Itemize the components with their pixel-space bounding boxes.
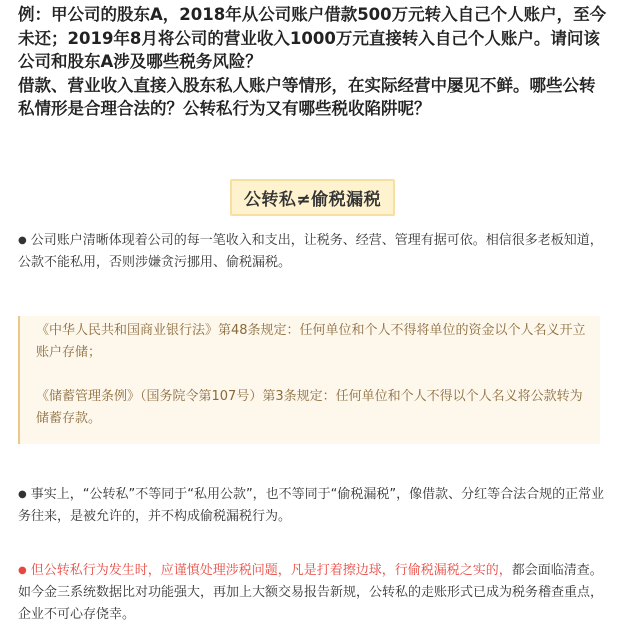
bullet-icon: ● — [18, 235, 27, 246]
paragraph-warning-text: 都会面临清查。如今金三系统数据比对功能强大，再加上大额交易报告新规，公转私的走账形式已成为税务稽查重点，企业不可心存侥幸。 — [18, 563, 604, 622]
paragraph-warning — [18, 560, 608, 626]
paragraph-account-text: 公司账户清晰体现着公司的每一笔收入和支出，让税务、经营、管理有据可依。相信很多老板知道，公款不能私用，否则涉嫌贪污挪用、偷税漏税。 — [18, 233, 603, 270]
section-heading-wrap — [0, 179, 625, 216]
paragraph-warning-highlight: 但公转私行为发生时，应谨慎处理涉税问题，凡是打着擦边球，行偷税漏税之实的， — [30, 563, 512, 578]
section-heading-box — [230, 179, 395, 216]
intro-example-text: 例：甲公司的股东A，2018年从公司账户借款500万元转入自己个人账户，至今未还；2019年8月将公司的营业收入1000万元直接转入自己个人账户。请问该公司和股东A涉及哪些税务风险？ — [18, 5, 607, 71]
section-heading: 公转私≠偷税漏税 — [243, 190, 382, 210]
paragraph-fact — [18, 484, 608, 528]
bullet-icon: ● — [18, 565, 27, 576]
law-quote-banking: 《中华人民共和国商业银行法》第48条规定：任何单位和个人不得将单位的资金以个人名义开立账户存储； — [36, 323, 586, 360]
intro-question-text: 借款、营业收入直接入股东私人账户等情形，在实际经营中屡见不鲜。哪些公转私情形是合理合法的？公转私行为又有哪些税收陷阱呢？ — [18, 75, 596, 118]
law-quote-savings: 《储蓄管理条例》（国务院令第107号）第3条规定：任何单位和个人不得以个人名义将公款转为储蓄存款。 — [36, 389, 583, 426]
intro-block — [18, 3, 610, 121]
paragraph-account — [18, 230, 608, 274]
paragraph-fact-text: 事实上，“公转私”不等同于“私用公款”，也不等同于“偷税漏税”，像借款、分红等合法合规的正常业务往来，是被允许的，并不构成偷税漏税行为。 — [18, 487, 605, 524]
bullet-icon: ● — [18, 489, 27, 500]
law-quote-box — [18, 316, 600, 444]
